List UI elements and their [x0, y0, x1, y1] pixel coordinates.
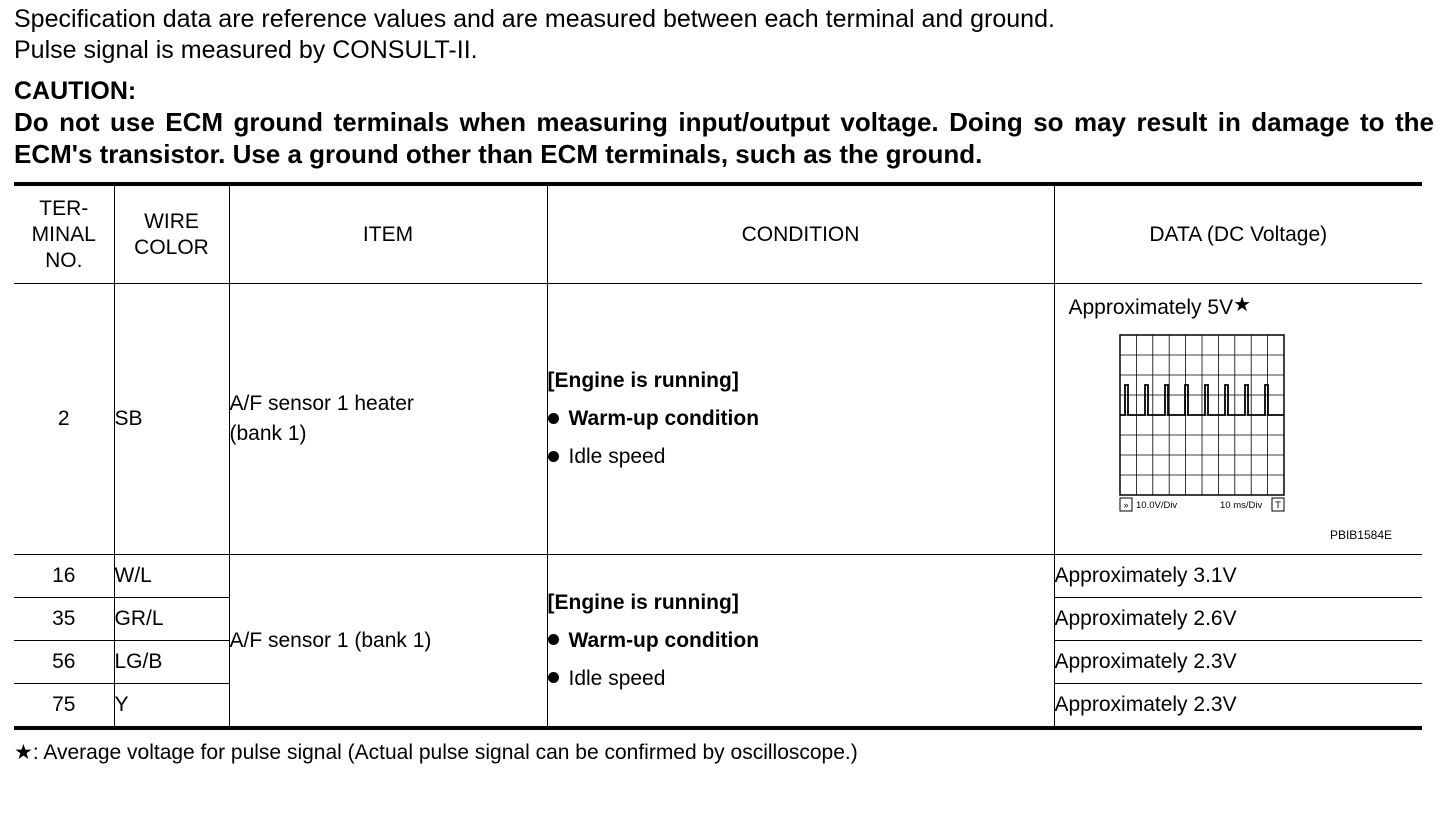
data-cell: Approximately 2.3V [1054, 684, 1422, 729]
wire-color-cell: Y [114, 684, 229, 729]
terminal-cell: 2 [14, 284, 114, 555]
condition-title: [Engine is running] [547, 590, 739, 614]
bullet-icon [548, 413, 559, 424]
condition-title: [Engine is running] [547, 369, 739, 392]
data-cell [1054, 284, 1422, 555]
condition-bullet: Warm-up condition [548, 622, 1054, 660]
oscilloscope-waveform [1119, 334, 1285, 516]
terminal-cell: 56 [14, 641, 114, 684]
pulse-note: Pulse signal is measured by CONSULT-II. [14, 36, 478, 64]
star-icon: ★ [1233, 294, 1252, 316]
caution-text: Do not use ECM ground terminals when measuring input/output voltage. Doing so may result in damage to the ECM's transistor. Use a ground other than ECM terminals, such as the ground. [14, 107, 1434, 169]
bullet-icon [548, 672, 559, 683]
table-row [14, 284, 1422, 555]
condition-bullet: Idle speed [548, 438, 1054, 476]
bullet-icon [548, 451, 559, 462]
item-cell: A/F sensor 1 heater (bank 1) [229, 284, 547, 555]
condition-bullet: Idle speed [548, 660, 1054, 698]
spec-note: Specification data are reference values and are measured between each terminal and ground. [14, 5, 1055, 33]
condition-cell [547, 284, 1054, 555]
data-cell: Approximately 3.1V [1054, 555, 1422, 598]
data-cell: Approximately 2.6V [1054, 598, 1422, 641]
terminal-cell: 75 [14, 684, 114, 729]
footnote [14, 740, 858, 765]
figure-id: PBIB1584E [1329, 528, 1392, 542]
header-wire-color: WIRE COLOR [114, 184, 229, 284]
terminal-cell: 16 [14, 555, 114, 598]
table-header-row [14, 184, 1422, 284]
caution-title: CAUTION: [14, 77, 137, 105]
header-data: DATA (DC Voltage) [1054, 184, 1422, 284]
header-condition: CONDITION [547, 184, 1054, 284]
wire-color-cell: GR/L [114, 598, 229, 641]
scope-trigger-icon: T [1274, 500, 1281, 511]
footnote-text: : Average voltage for pulse signal (Actual pulse signal can be confirmed by oscilloscope.) [32, 741, 858, 764]
condition-cell [547, 555, 1054, 729]
scope-volt-div: 10.0V/Div [1135, 500, 1177, 511]
header-terminal-no: TER- MINAL NO. [14, 184, 114, 284]
bullet-icon [548, 634, 559, 645]
table-row [14, 555, 1422, 598]
wire-color-cell: W/L [114, 555, 229, 598]
header-item: ITEM [229, 184, 547, 284]
item-cell: A/F sensor 1 (bank 1) [229, 555, 547, 729]
wire-color-cell: LG/B [114, 641, 229, 684]
terminal-cell: 35 [14, 598, 114, 641]
data-cell: Approximately 2.3V [1054, 641, 1422, 684]
data-value: Approximately 5V★ [1068, 294, 1252, 319]
terminal-spec-table [14, 182, 1422, 730]
wire-color-cell: SB [114, 284, 229, 555]
intro-section [14, 4, 1434, 170]
scope-time-div: 10 ms/Div [1219, 500, 1262, 511]
star-icon: ★ [14, 741, 33, 764]
scope-marker-icon: » [1122, 500, 1129, 510]
condition-bullet: Warm-up condition [548, 400, 1054, 438]
